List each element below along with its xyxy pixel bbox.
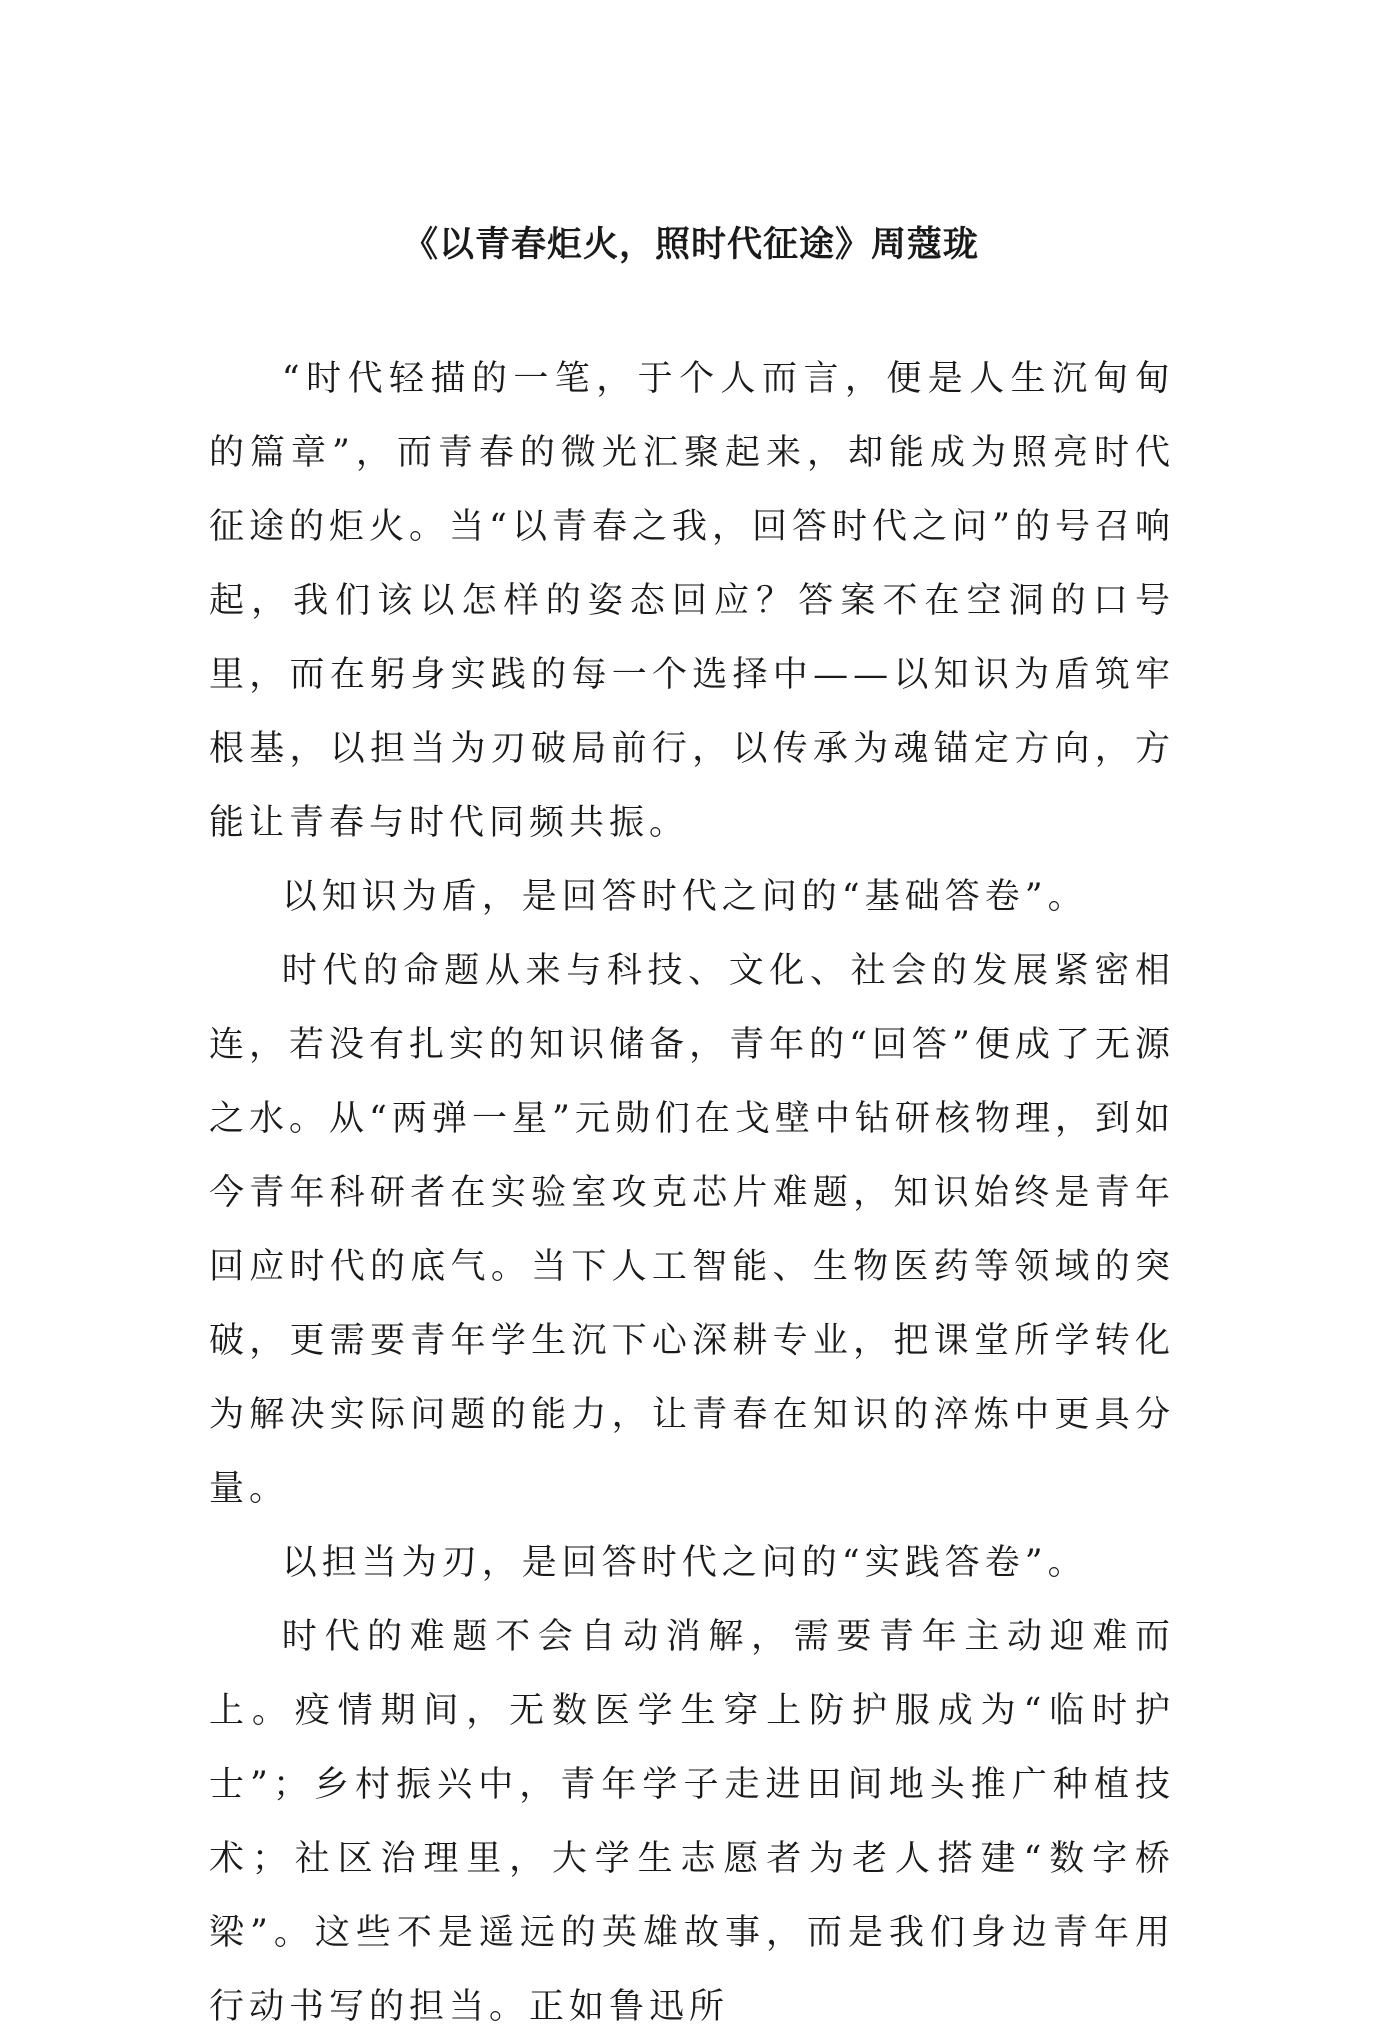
paragraph-knowledge-heading: 以知识为盾，是回答时代之问的“基础答卷”。 bbox=[281, 877, 1088, 917]
document-body bbox=[209, 342, 1175, 2044]
document-title: 《以青春炬火，照时代征途》周蔻珑 bbox=[402, 224, 979, 265]
paragraph-knowledge-body: 时代的命题从来与科技、文化、社会的发展紧密相连，若没有扎实的知识储备，青年的“回答”便成了无源之水。从“两弹一星”元勋们在戈壁中钻研核物理，到如今青年科研者在实验室攻克芯片难题，知识始终是青年回应时代的底气。当下人工智能、生物医药等领域的突破，更需要青年学生沉下心深耕专业，把课堂所学转化为解决实际问题的能力，让青春在知识的淬炼中更具分量。 bbox=[209, 951, 1175, 1509]
paragraph-responsibility-body: 时代的难题不会自动消解，需要青年主动迎难而上。疫情期间，无数医学生穿上防护服成为“临时护士”；乡村振兴中，青年学子走进田间地头推广种植技术；社区治理里，大学生志愿者为老人搭建“数字桥梁”。这些不是遥远的英雄故事，而是我们身边青年用行动书写的担当。正如鲁迅所 bbox=[209, 1617, 1175, 2027]
paragraph-responsibility-heading: 以担当为刃，是回答时代之问的“实践答卷”。 bbox=[281, 1543, 1088, 1583]
paragraph-intro: “时代轻描的一笔，于个人而言，便是人生沉甸甸的篇章”，而青春的微光汇聚起来，却能成为照亮时代征途的炬火。当“以青春之我，回答时代之问”的号召响起，我们该以怎样的姿态回应？答案不在空洞的口号里，而在躬身实践的每一个选择中——以知识为盾筑牢根基，以担当为刃破局前行，以传承为魂锚定方向，方能让青春与时代同频共振。 bbox=[209, 359, 1175, 843]
